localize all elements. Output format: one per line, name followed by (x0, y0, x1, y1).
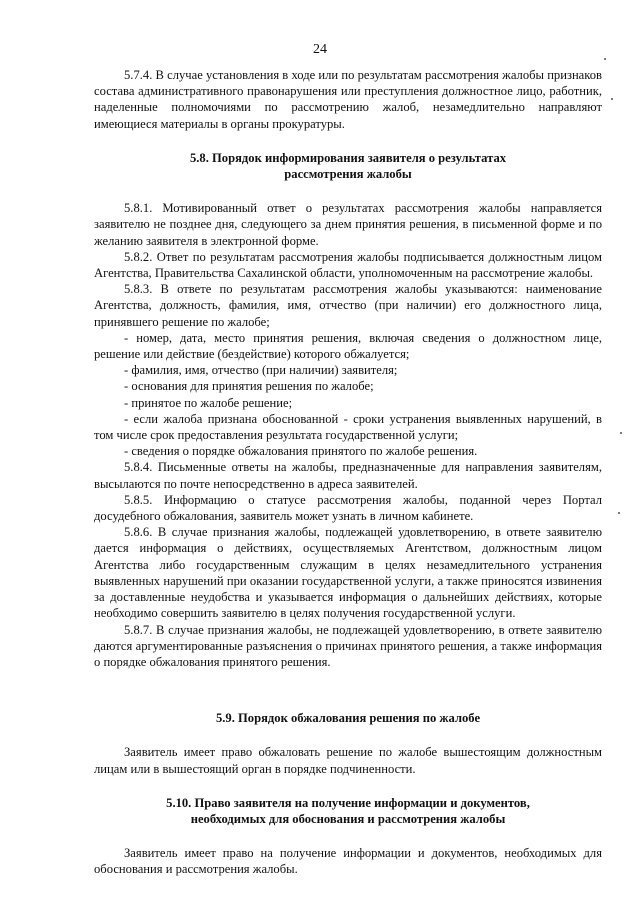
list-item: - фамилия, имя, отчество (при наличии) заявителя; (124, 363, 398, 378)
paragraph-5-9: Заявитель имеет право обжаловать решение по жалобе вышестоящим должностным лицам или в вышестоящий орган в порядке подчиненности. (94, 745, 602, 776)
list-item: - номер, дата, место принятия решения, включая сведения о должностном лице, решение или действие (бездействие) которого обжалуется; (94, 330, 602, 362)
scan-speck (618, 512, 620, 514)
scan-speck (620, 432, 622, 434)
paragraph-5-8-3: 5.8.3. В ответе по результатам рассмотрения жалобы указываются: наименование Агентства, должность, фамилия, имя, отчество (при наличии) его должностного лица, принявшего решение по жалобе; (94, 282, 602, 329)
list-item: - если жалоба признана обоснованной - сроки устранения выявленных нарушений, в том числе срок предоставления результата государственной услуги; (94, 411, 602, 443)
paragraph-5-10: Заявитель имеет право на получение информации и документов, необходимых для обоснования и рассмотрения жалобы. (94, 846, 602, 877)
paragraph-5-8-5: 5.8.5. Информацию о статусе рассмотрения жалобы, поданной через Портал досудебного обжалования, заявитель может узнать в личном кабинете. (94, 492, 602, 524)
list-item: - основания для принятия решения по жалобе; (124, 379, 374, 394)
list-item: - принятое по жалобе решение; (124, 395, 293, 410)
scan-speck (611, 98, 613, 100)
document-body (94, 67, 602, 878)
paragraph-5-8-6: 5.8.6. В случае признания жалобы, подлежащей удовлетворению, в ответе заявителю дается информация о действиях, осуществляемых Агентством, должностным лицом Агентства либо государственным служащим в целях незамедлительного устранения выявленных нарушений при оказании государственной услуги, а также приносятся извинения за доставленные неудобства и указывается информация о дальнейших действиях, которые необходимо совершить заявителю в целях получения государственной услуги. (94, 525, 602, 621)
paragraph-5-7-4: 5.7.4. В случае установления в ходе или по результатам рассмотрения жалобы признаков состава административного правонарушения или преступления должностное лицо, работник, наделенные полномочиями по рассмотрению жалоб, незамедлительно направляют имеющиеся материалы в органы прокуратуры. (94, 68, 602, 131)
paragraph-5-8-2: 5.8.2. Ответ по результатам рассмотрения жалобы подписывается должностным лицом Агентства, Правительства Сахалинской области, уполномоченным на рассмотрение жалобы. (94, 249, 602, 281)
section-heading-5-10-line1: 5.10. Право заявителя на получение информации и документов, (166, 795, 530, 810)
paragraph-5-8-4: 5.8.4. Письменные ответы на жалобы, предназначенные для направления заявителям, высылаются по почте непосредственно в адреса заявителей. (94, 460, 602, 491)
page-number: 24 (313, 42, 327, 57)
section-heading-5-8 (94, 150, 602, 182)
scan-speck (604, 58, 606, 60)
paragraph-5-8-7: 5.8.7. В случае признания жалобы, не подлежащей удовлетворению, в ответе заявителю даются аргументированные разъяснения о причинах принятого решения, а также информация о порядке обжалования принятого решения. (94, 622, 602, 669)
section-heading-5-10 (94, 795, 602, 827)
section-heading-5-8-line2: рассмотрения жалобы (284, 167, 412, 182)
paragraph-5-8-1: 5.8.1. Мотивированный ответ о результатах рассмотрения жалобы направляется заявителю не позднее дня, следующего за днем принятия решения, в письменной форме и по желанию заявителя в электронной форме. (94, 201, 602, 248)
section-heading-5-8-line1: 5.8. Порядок информирования заявителя о результатах (189, 150, 507, 165)
list-item: - сведения о порядке обжалования принятого по жалобе решения. (124, 444, 478, 459)
section-heading-5-9: 5.9. Порядок обжалования решения по жалобе (215, 711, 481, 726)
section-heading-5-10-line2: необходимых для обоснования и рассмотрения жалобы (190, 811, 506, 826)
